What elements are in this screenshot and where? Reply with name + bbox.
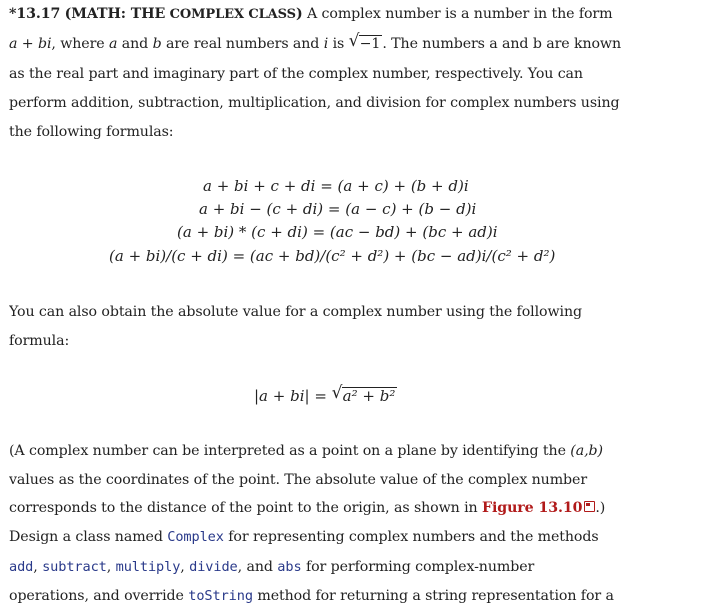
- abs-formula-sqrt: √ a² + b²: [331, 383, 396, 405]
- formula-addition: a + bi + c + di = (a + c) + (b + d)i: [203, 177, 469, 195]
- abs-intro-line-1: You can also obtain the absolute value for a complex number using the following: [9, 304, 582, 320]
- closing-line-1: [9, 441, 603, 461]
- code-add: add: [9, 559, 34, 575]
- closing-line-6: [9, 586, 614, 606]
- external-link-icon: [584, 501, 595, 512]
- abs-formula-radicand: a² + b²: [342, 387, 396, 405]
- text-and: and: [121, 36, 149, 52]
- exercise-title-close: ): [295, 6, 303, 22]
- abs-formula: [254, 383, 397, 406]
- formula-multiplication: (a + bi) * (c + di) = (ac − bd) + (bc + ad)i: [177, 223, 498, 241]
- text-numbers-known: . The numbers a and b are known: [382, 36, 622, 52]
- abs-intro-line-2: formula:: [9, 333, 70, 349]
- var-i: i: [323, 36, 329, 52]
- text-method-returning: method for returning a string representation for a: [257, 588, 614, 604]
- exercise-line-2: [9, 31, 622, 54]
- closing-line-2: values as the coordinates of the point. The absolute value of the complex number: [9, 472, 588, 488]
- exercise-title-open: (MATH: THE: [64, 6, 166, 22]
- closing-line-4: [9, 527, 599, 547]
- exercise-line-4: perform addition, subtraction, multiplication, and division for complex numbers using: [9, 95, 620, 111]
- text-design-class: Design a class named: [9, 529, 163, 545]
- figure-13-10-link[interactable]: Figure 13.10: [482, 500, 595, 516]
- code-divide: divide: [189, 559, 238, 575]
- coordinate-ab: (a,b): [570, 443, 603, 459]
- text-where: , where: [51, 36, 105, 52]
- exercise-title-smallcaps: COMPLEX CLASS: [169, 7, 296, 22]
- closing-line-3-text: corresponds to the distance of the point to the origin, as shown in: [9, 500, 478, 516]
- exercise-intro-text: A complex number is a number in the form: [306, 6, 613, 22]
- text-performing: for performing complex-number: [305, 559, 535, 575]
- text-and-2: and: [246, 559, 273, 575]
- formula-subtraction: a + bi − (c + di) = (a − c) + (b − d)i: [199, 200, 477, 218]
- code-complex: Complex: [167, 529, 224, 545]
- text-is: is: [332, 36, 345, 52]
- var-bi: bi: [37, 36, 52, 52]
- sqrt-minus-one: √ −1: [348, 31, 381, 52]
- code-tostring: toString: [188, 588, 253, 604]
- var-b: b: [152, 36, 162, 52]
- code-abs: abs: [277, 559, 302, 575]
- plus-sign: +: [17, 36, 38, 52]
- exercise-line-3: as the real part and imaginary part of the complex number, respectively. You can: [9, 66, 583, 82]
- code-multiply: multiply: [115, 559, 181, 575]
- exercise-page: [9, 0, 695, 607]
- text-are-real: are real numbers and: [166, 36, 320, 52]
- closing-paren: .): [595, 500, 606, 516]
- text-override: operations, and override: [9, 588, 184, 604]
- var-a: a: [9, 36, 18, 52]
- var-a2: a: [109, 36, 118, 52]
- text-for-representing: for representing complex numbers and the methods: [228, 529, 599, 545]
- closing-line-3: [9, 498, 605, 518]
- exercise-heading-line: [9, 4, 612, 25]
- abs-formula-lhs: |a + bi| =: [254, 387, 327, 405]
- code-subtract: subtract: [42, 559, 107, 575]
- formula-division: (a + bi)/(c + di) = (ac + bd)/(c² + d²) + (bc − ad)i/(c² + d²): [109, 247, 556, 265]
- exercise-number: *13.17: [9, 6, 61, 22]
- closing-line-1-text: (A complex number can be interpreted as a point on a plane by identifying the: [9, 443, 566, 459]
- exercise-line-5: the following formulas:: [9, 124, 174, 140]
- closing-line-5: add, subtract, multiply, divide, and abs for performing complex-number: [9, 559, 535, 575]
